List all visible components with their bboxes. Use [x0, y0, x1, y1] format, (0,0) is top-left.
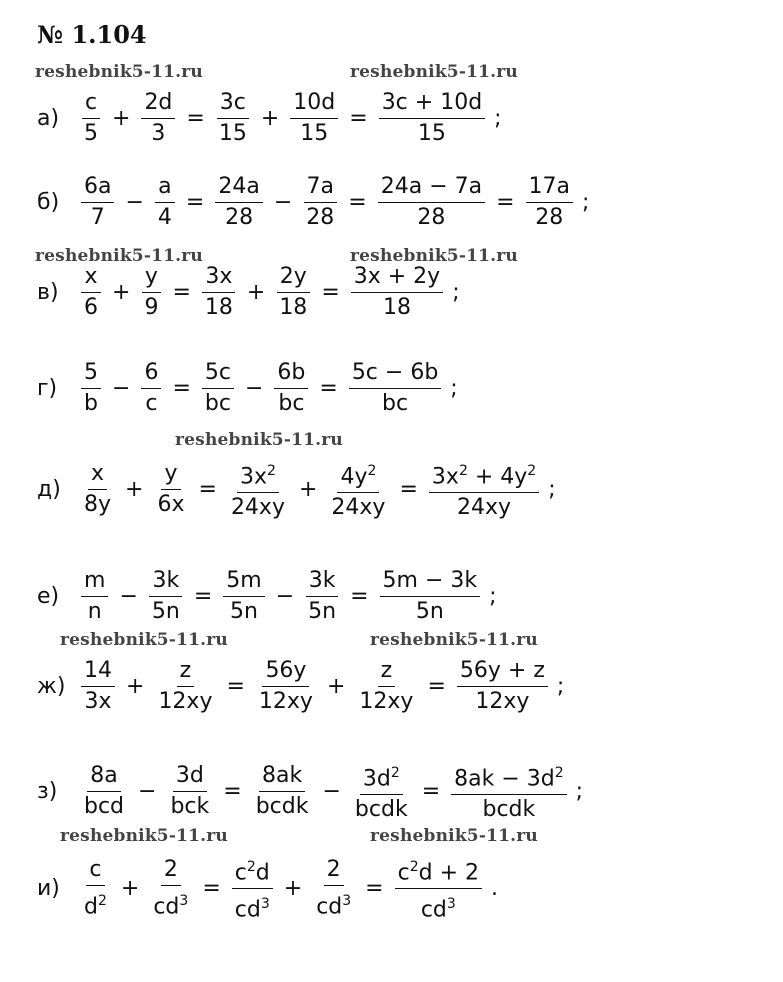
denominator: 15 [300, 121, 329, 146]
fraction [167, 761, 212, 822]
numerator: 6 [141, 358, 161, 389]
denominator: 6x [157, 492, 185, 518]
fraction [526, 172, 573, 233]
equation-row [37, 758, 583, 825]
watermark: reshebnik5-11.ru [60, 826, 228, 846]
equation-row [37, 852, 498, 926]
denominator: 9 [144, 295, 159, 320]
operator: = [172, 280, 191, 305]
denominator: bc [382, 391, 409, 416]
operator: + [120, 876, 140, 902]
watermark: reshebnik5-11.ru [35, 246, 203, 266]
fraction [81, 761, 127, 822]
punctuation: ; [575, 779, 584, 805]
numerator: 5m [223, 566, 264, 597]
fraction [81, 566, 108, 627]
numerator: 10d [290, 88, 338, 119]
denominator: bc [278, 391, 305, 416]
numerator: 17a [526, 172, 573, 203]
numerator: y [161, 459, 180, 490]
operator: = [365, 876, 384, 902]
fraction [256, 656, 316, 717]
equation-row [37, 262, 460, 323]
punctuation: ; [556, 674, 565, 699]
operator: = [399, 477, 418, 503]
denominator: 5n [308, 599, 337, 624]
denominator: 7 [90, 205, 105, 230]
fraction [395, 852, 482, 926]
denominator: 24xy [457, 495, 512, 521]
item-label: б) [37, 190, 60, 215]
fraction [81, 855, 110, 922]
operator: − [119, 584, 138, 609]
operator: + [326, 674, 346, 699]
fraction [303, 172, 337, 233]
fraction [155, 172, 175, 233]
operator: − [138, 779, 157, 805]
denominator: bcd [84, 794, 125, 820]
numerator: 5c [202, 358, 234, 389]
denominator: 24xy [331, 495, 386, 521]
fraction [380, 566, 481, 627]
punctuation: ; [548, 477, 556, 503]
numerator: 7a [304, 172, 337, 203]
numerator: y [142, 262, 161, 293]
numerator: 56y + z [457, 656, 548, 687]
numerator: $8ak - 3d^2$ [451, 758, 567, 795]
numerator: $3x^2$ [237, 456, 279, 493]
numerator: 6a [81, 172, 114, 203]
denominator: 3x [84, 689, 112, 714]
denominator: bcdk [482, 797, 536, 823]
watermark: reshebnik5-11.ru [35, 62, 203, 82]
equation-row [37, 456, 556, 523]
item-label: е) [37, 584, 60, 609]
fraction [215, 172, 262, 233]
denominator: $cd^3$ [234, 896, 270, 923]
punctuation: ; [489, 584, 497, 609]
fraction [149, 566, 183, 627]
numerator: 2d [141, 88, 175, 119]
operator: + [126, 674, 145, 699]
denominator: 18 [382, 295, 411, 320]
denominator: bck [170, 794, 210, 820]
fraction [223, 566, 264, 627]
punctuation: ; [582, 190, 590, 215]
fraction [81, 172, 114, 233]
operator: + [260, 106, 280, 131]
numerator: 3x [202, 262, 235, 293]
denominator: bc [204, 391, 231, 416]
watermark: reshebnik5-11.ru [370, 630, 538, 650]
numerator: 5m − 3k [380, 566, 481, 597]
fraction [232, 852, 273, 926]
operator: + [283, 876, 303, 902]
numerator: x [81, 262, 100, 293]
denominator: 15 [417, 121, 446, 146]
item-label: г) [37, 376, 58, 401]
numerator: 5 [81, 358, 101, 389]
operator: = [193, 584, 213, 609]
item-label: а) [37, 106, 60, 131]
denominator: c [145, 391, 158, 416]
numerator: c [82, 88, 100, 119]
denominator: 24xy [230, 495, 285, 521]
numerator: $c^2d + 2$ [395, 852, 482, 889]
fraction [457, 656, 548, 717]
operator: = [186, 106, 205, 131]
numerator: 14 [81, 656, 115, 687]
operator: = [202, 876, 221, 902]
fraction [154, 459, 187, 520]
operator: − [322, 779, 341, 805]
item-label: в) [37, 280, 59, 305]
fraction [81, 88, 101, 149]
equation-row [37, 172, 589, 233]
fraction [202, 358, 234, 419]
problem-title: № 1.104 [37, 20, 147, 49]
numerator: 2y [277, 262, 310, 293]
operator: = [198, 477, 217, 503]
item-label: ж) [37, 674, 66, 699]
equation-row [37, 656, 564, 717]
denominator: $cd^3$ [153, 893, 189, 920]
fraction [349, 358, 441, 419]
denominator: 28 [306, 205, 335, 230]
numerator: $3d^2$ [360, 758, 403, 795]
numerator: 5c − 6b [349, 358, 441, 389]
watermark: reshebnik5-11.ru [350, 246, 518, 266]
numerator: x [88, 459, 107, 490]
fraction [202, 262, 236, 323]
punctuation: ; [452, 280, 460, 305]
operator: − [244, 376, 264, 401]
fraction [429, 456, 539, 523]
denominator: 28 [225, 205, 254, 230]
operator: = [321, 280, 340, 305]
operator: = [349, 106, 368, 131]
item-label: з) [37, 779, 58, 805]
denominator: bcdk [255, 794, 309, 820]
denominator: n [87, 599, 102, 624]
fraction [141, 262, 161, 323]
operator: = [223, 779, 242, 805]
fraction [155, 656, 215, 717]
operator: − [112, 376, 131, 401]
numerator: $4y^2$ [337, 456, 379, 493]
equation-row [37, 566, 497, 627]
fraction [141, 88, 175, 149]
numerator: m [81, 566, 108, 597]
operator: = [496, 190, 515, 215]
fraction [150, 855, 191, 922]
numerator: 3c [217, 88, 249, 119]
fraction [81, 656, 115, 717]
item-label: и) [37, 876, 60, 902]
equation-row [37, 88, 502, 149]
denominator: 15 [218, 121, 247, 146]
numerator: 3c + 10d [379, 88, 485, 119]
operator: + [298, 477, 318, 503]
numerator: 3k [306, 566, 339, 597]
fraction [253, 761, 312, 822]
fraction [216, 88, 250, 149]
numerator: 3k [149, 566, 182, 597]
numerator: 2 [161, 855, 181, 886]
fraction [356, 656, 416, 717]
denominator: 5n [230, 599, 258, 624]
operator: = [348, 190, 367, 215]
operator: − [273, 190, 293, 215]
operator: + [112, 280, 131, 305]
denominator: 12xy [359, 689, 414, 714]
operator: = [172, 376, 191, 401]
denominator: 5n [151, 599, 180, 624]
fraction [228, 456, 288, 523]
watermark: reshebnik5-11.ru [175, 430, 343, 450]
numerator: 8a [87, 761, 120, 792]
fraction [81, 262, 101, 323]
watermark: reshebnik5-11.ru [370, 826, 538, 846]
numerator: 56y [262, 656, 309, 687]
operator: = [427, 674, 446, 699]
fraction [328, 456, 388, 523]
denominator: 3 [151, 121, 166, 146]
denominator: 28 [417, 205, 446, 230]
numerator: 6b [274, 358, 308, 389]
denominator: 4 [157, 205, 172, 230]
fraction [313, 855, 354, 922]
numerator: z [177, 656, 195, 687]
denominator: 12xy [258, 689, 313, 714]
numerator: z [378, 656, 396, 687]
denominator: bcdk [354, 797, 408, 823]
operator: = [185, 190, 205, 215]
fraction [274, 358, 308, 419]
denominator: $cd^3$ [316, 893, 352, 920]
operator: = [350, 584, 369, 609]
operator: + [125, 477, 144, 503]
punctuation: ; [450, 376, 458, 401]
denominator: 18 [279, 295, 308, 320]
numerator: a [155, 172, 174, 203]
fraction [141, 358, 161, 419]
fraction [351, 262, 443, 323]
operator: = [226, 674, 245, 699]
operator: = [319, 376, 338, 401]
punctuation: . [491, 876, 499, 902]
denominator: $d^2$ [84, 893, 107, 920]
denominator: b [84, 391, 98, 416]
operator: − [275, 584, 295, 609]
fraction [379, 88, 485, 149]
watermark: reshebnik5-11.ru [350, 62, 518, 82]
fraction [305, 566, 339, 627]
denominator: 6 [84, 295, 98, 320]
denominator: 12xy [158, 689, 213, 714]
equation-row [37, 358, 458, 419]
denominator: 5n [415, 599, 444, 624]
fraction [81, 459, 114, 520]
numerator: 3x + 2y [351, 262, 443, 293]
fraction [290, 88, 338, 149]
operator: + [112, 106, 131, 131]
watermark: reshebnik5-11.ru [60, 630, 228, 650]
denominator: 28 [535, 205, 564, 230]
operator: − [125, 190, 144, 215]
punctuation: ; [494, 106, 502, 131]
operator: = [421, 779, 441, 805]
denominator: 8y [84, 492, 112, 518]
fraction [352, 758, 411, 825]
numerator: c [86, 855, 104, 886]
denominator: $cd^3$ [420, 896, 456, 923]
item-label: д) [37, 477, 61, 503]
fraction [276, 262, 310, 323]
operator: + [246, 280, 266, 305]
fraction [378, 172, 485, 233]
numerator: 24a [215, 172, 262, 203]
denominator: 5 [84, 121, 98, 146]
numerator: $3x^2 + 4y^2$ [429, 456, 539, 493]
numerator: $c^2d$ [232, 852, 273, 889]
fraction [81, 358, 101, 419]
numerator: 24a − 7a [378, 172, 485, 203]
numerator: 2 [324, 855, 344, 886]
denominator: 12xy [475, 689, 530, 714]
denominator: 18 [204, 295, 233, 320]
numerator: 3d [173, 761, 207, 792]
fraction [451, 758, 567, 825]
numerator: 8ak [259, 761, 305, 792]
